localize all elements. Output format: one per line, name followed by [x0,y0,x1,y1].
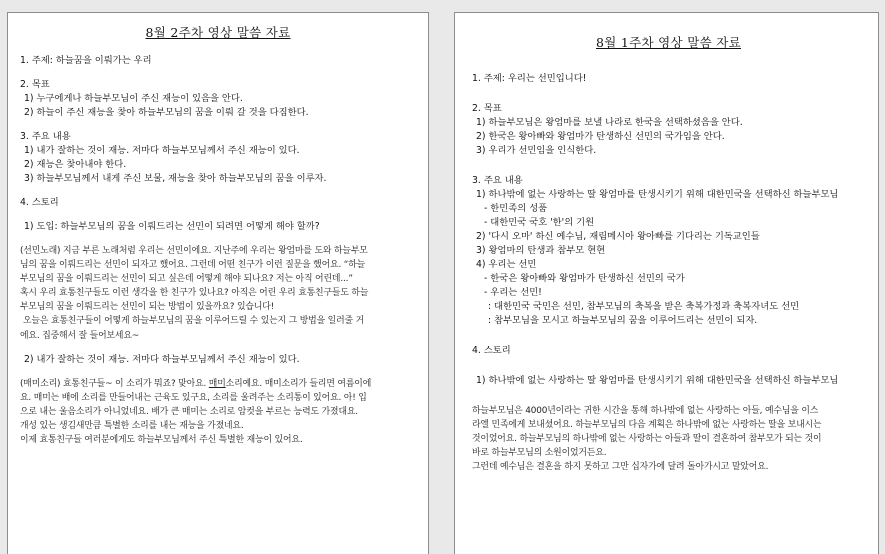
content-item: - 한국은 왕아빠와 왕엄마가 탄생하신 선민의 국가 [484,273,685,284]
story-paragraph [20,377,416,447]
topic-line: 1. 주제: 하늘꿈을 이뤄가는 우리 [20,55,152,66]
goal-item: 2) 하늘이 주신 재능을 찾아 하늘부모님의 꿈을 이뤄 갈 것을 다짐한다. [24,107,309,118]
goal-item: 1) 누구에게나 하늘부모님이 주신 재능이 있음을 안다. [24,93,243,104]
paragraph-line: 이제 효통친구들 여러분에게도 하늘부모님께서 주신 특별한 재능이 있어요. [20,435,303,446]
paragraph-line: 혹시 우리 효통친구들도 이런 생각을 한 친구가 있나요? 아직은 어린 우리 효통친구들도 하늘 [20,288,369,299]
paragraph-line: 님의 꿈을 이뤄드리는 선민이 되자고 했어요. 그런데 어떤 친구가 이런 질문을 했어요. “하늘 [20,260,366,271]
paragraph-line: 요. 매미는 배에 소리를 만들어내는 근육도 있구요, 소리를 울려주는 소리통이 있어요. 아! 입 [20,392,367,403]
story-section-title: 1) 도입: 하늘부모님의 꿈을 이뤄드리는 선민이 되려면 어떻게 해야 할까? [24,221,320,232]
paragraph-line: 으로 내는 울음소리가 아니었네요. 배가 큰 매미는 소리로 암컷을 부르는 능력도 가졌대요. [20,406,358,417]
content-item: 3) 왕엄마의 탄생과 참부모 현현 [476,245,606,256]
document-title: 8월 2주차 영상 말씀 자료 [145,25,291,40]
paragraph-line: (선민노래) 지금 부른 노래처럼 우리는 선민이에요. 지난주에 우리는 왕엄마를 도와 하늘부모 [20,246,368,256]
story-paragraph [20,244,416,343]
content-item: 1) 내가 잘하는 것이 재능. 저마다 하늘부모님께서 주신 재능이 있다. [24,145,300,156]
goal-item: 2) 한국은 왕아빠와 왕엄마가 탄생하신 선민의 국가임을 안다. [476,131,725,142]
content-item: 2) '다시 오마' 하신 예수님, 재림메시아 왕아빠를 기다리는 기독교인들 [476,231,760,242]
story-header: 4. 스토리 [20,197,59,208]
paragraph-line: 하늘부모님은 4000년이라는 귀한 시간을 통해 하나밖에 없는 사랑하는 아들, 예수님을 이스 [472,406,819,416]
goal-item: 3) 우리가 선민임을 인식한다. [476,145,597,156]
content-item: : 참부모님을 모시고 하늘부모님의 꿈을 이루어드리는 선민이 되자. [488,315,758,326]
content-item: 4) 우리는 선민 [476,259,537,270]
topic-line: 1. 주제: 우리는 선민입니다! [472,73,587,84]
goal-header: 2. 목표 [20,79,50,90]
story-header: 4. 스토리 [472,345,511,356]
paragraph-line: 부모님의 꿈을 이뤄드리는 선민이 되고 싶은데 어떻게 해야 되나요? 저는 아직 어린데...” [20,274,353,285]
story-section-title: 2) 내가 잘하는 것이 재능. 저마다 하늘부모님께서 주신 재능이 있다. [24,353,300,365]
document-page-right [454,12,879,554]
paragraph-line: 그런데 예수님은 결혼을 하지 못하고 그만 십자가에 달려 돌아가시고 말았어요. [472,462,769,473]
goal-header: 2. 목표 [472,103,502,114]
content-item: 1) 하나밖에 없는 사랑하는 딸 왕엄마를 탄생시키기 위해 대한민국을 선택하신 하늘부모님 [476,189,839,200]
content-header: 3. 주요 내용 [472,175,523,186]
underlined-word: 매미 [208,378,226,389]
paragraph-line: 부모님의 꿈을 이뤄드리는 선민이 되는 방법이 있을까요? 있습니다! [20,302,275,313]
content-item: - 우리는 선민! [484,287,542,298]
content-list [472,188,865,328]
content-item: 2) 재능은 찾아내야 한다. [24,159,127,170]
paragraph-line: (매미소리) 효통친구들~ 이 소리가 뭐죠? 맞아요. 매미소리예요. 매미소리가 들리면 여름이에 [20,378,372,389]
document-page-left [7,12,429,554]
goal-item: 1) 하늘부모님은 왕엄마를 보낼 나라로 한국을 선택하셨음을 안다. [476,117,743,128]
paragraph-line: 바로 하늘부모님의 소원이었거든요. [472,448,607,459]
document-title: 8월 1주차 영상 말씀 자료 [596,35,741,50]
content-header: 3. 주요 내용 [20,131,71,142]
paragraph-line: 오늘은 효통친구들이 어떻게 하늘부모님의 꿈을 이루어드릴 수 있는지 그 방법을 일러줄 거 [23,316,365,327]
paragraph-line: 것이었어요. 하늘부모님의 하나밖에 없는 사랑하는 아들과 딸이 결혼하여 참부모가 되는 것이 [472,434,822,445]
paragraph-line: 에요. 집중해서 잘 들어보세요~ [20,330,140,341]
paragraph-line: 라엘 민족에게 보내셨어요. 하늘부모님의 다음 계획은 하나밖에 없는 사랑하는 딸을 보내시는 [472,420,822,431]
content-item: - 한민족의 성품 [484,203,548,214]
content-item: - 대한민국 국호 '한'의 기원 [484,217,595,228]
story-section-title: 1) 하나밖에 없는 사랑하는 딸 왕엄마를 탄생시키기 위해 대한민국을 선택하신 하늘부모님 [476,375,839,386]
content-item: : 대한민국 국민은 선민, 참부모님의 축복을 받은 축복가정과 축복자녀도 선민 [488,301,800,312]
story-paragraph [472,404,865,474]
paragraph-line: 개성 있는 생김새만큼 특별한 소리를 내는 재능을 가졌네요. [20,420,244,431]
content-item: 3) 하늘부모님께서 내게 주신 보물, 재능을 찾아 하늘부모님의 꿈을 이루자. [24,173,327,184]
